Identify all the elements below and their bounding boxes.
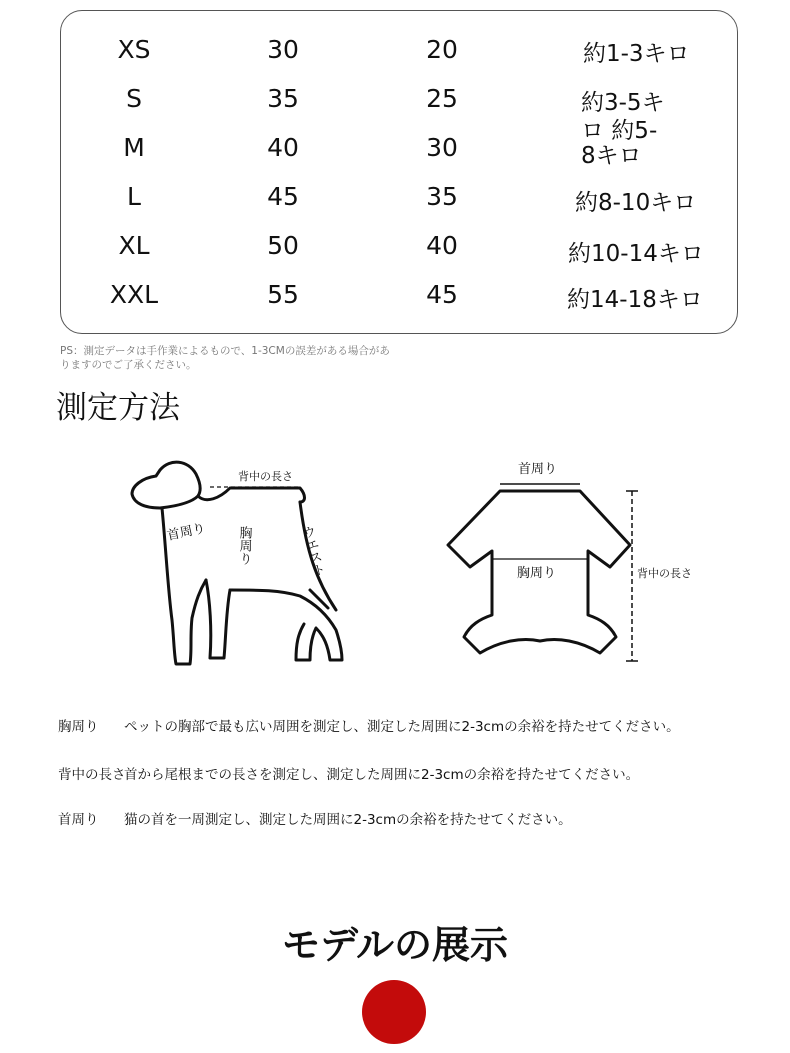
description-chest bbox=[58, 715, 680, 735]
description-term: 首周り bbox=[58, 812, 99, 828]
size-label: XS bbox=[117, 35, 151, 64]
size-row-m bbox=[61, 133, 737, 173]
shirt-back-length-label: 背中の長さ bbox=[637, 567, 692, 580]
neck-value: 20 bbox=[426, 35, 458, 64]
description-neck bbox=[58, 808, 572, 828]
chest-value: 45 bbox=[267, 182, 299, 211]
shirt-chest-label: 胸周り bbox=[517, 566, 557, 581]
dog-neck-label: 首周り bbox=[165, 521, 207, 544]
neck-value: 40 bbox=[426, 231, 458, 260]
note-line: りますのでご了承ください。 bbox=[60, 359, 197, 371]
dog-back-length-label: 背中の長さ bbox=[238, 470, 293, 483]
size-row-xl bbox=[61, 231, 737, 271]
size-row-xxl bbox=[61, 280, 737, 320]
weight-value: 約8-10キロ bbox=[575, 190, 697, 216]
weight-value: 約3-5キ bbox=[581, 90, 665, 116]
description-term: 背中の長さ bbox=[58, 767, 126, 783]
neck-value: 35 bbox=[426, 182, 458, 211]
measurement-method-title: 測定方法 bbox=[56, 390, 180, 426]
weight-value-wrap: ロ 約5- bbox=[581, 118, 658, 144]
size-row-xs bbox=[61, 35, 737, 75]
neck-value: 45 bbox=[426, 280, 458, 309]
dog-waist-label: ウエスト bbox=[298, 524, 326, 579]
chest-value: 35 bbox=[267, 84, 299, 113]
weight-value: 約14-18キロ bbox=[567, 287, 703, 313]
description-term: 胸周り bbox=[58, 719, 99, 735]
chest-value: 40 bbox=[267, 133, 299, 162]
description-text: ペットの胸部で最も広い周囲を測定し、測定した周囲に2-3cmの余裕を持たせてください。 bbox=[124, 719, 680, 735]
red-circle-decoration bbox=[362, 980, 426, 1044]
size-label: M bbox=[123, 133, 145, 162]
description-text: 首から尾根までの長さを測定し、測定した周囲に2-3cmの余裕を持たせてください。 bbox=[124, 767, 640, 783]
size-label: L bbox=[127, 182, 141, 211]
dog-measurement-diagram bbox=[120, 440, 370, 680]
size-table-card bbox=[60, 10, 738, 334]
weight-value-wrap: 8キロ bbox=[581, 143, 642, 169]
note-line: PS：測定データは手作業によるもので、1-3CMの誤差がある場合があ bbox=[60, 345, 390, 357]
chest-value: 30 bbox=[267, 35, 299, 64]
size-label: XL bbox=[118, 231, 150, 260]
weight-value: 約10-14キロ bbox=[568, 241, 704, 267]
description-text: 猫の首を一周測定し、測定した周囲に2-3cmの余裕を持たせてください。 bbox=[124, 812, 572, 828]
size-label: XXL bbox=[109, 280, 159, 309]
chest-value: 55 bbox=[267, 280, 299, 309]
chest-value: 50 bbox=[267, 231, 299, 260]
size-label: S bbox=[126, 84, 142, 113]
neck-value: 30 bbox=[426, 133, 458, 162]
weight-value: 約1-3キロ bbox=[583, 41, 690, 67]
shirt-neck-label: 首周り bbox=[518, 462, 558, 477]
description-back bbox=[58, 763, 639, 783]
model-section-title: モデルの展示 bbox=[281, 923, 509, 967]
dog-chest-label: 胸周り bbox=[236, 526, 252, 565]
measurement-note bbox=[60, 344, 440, 372]
neck-value: 25 bbox=[426, 84, 458, 113]
shirt-measurement-diagram bbox=[440, 455, 710, 665]
size-row-l bbox=[61, 182, 737, 222]
